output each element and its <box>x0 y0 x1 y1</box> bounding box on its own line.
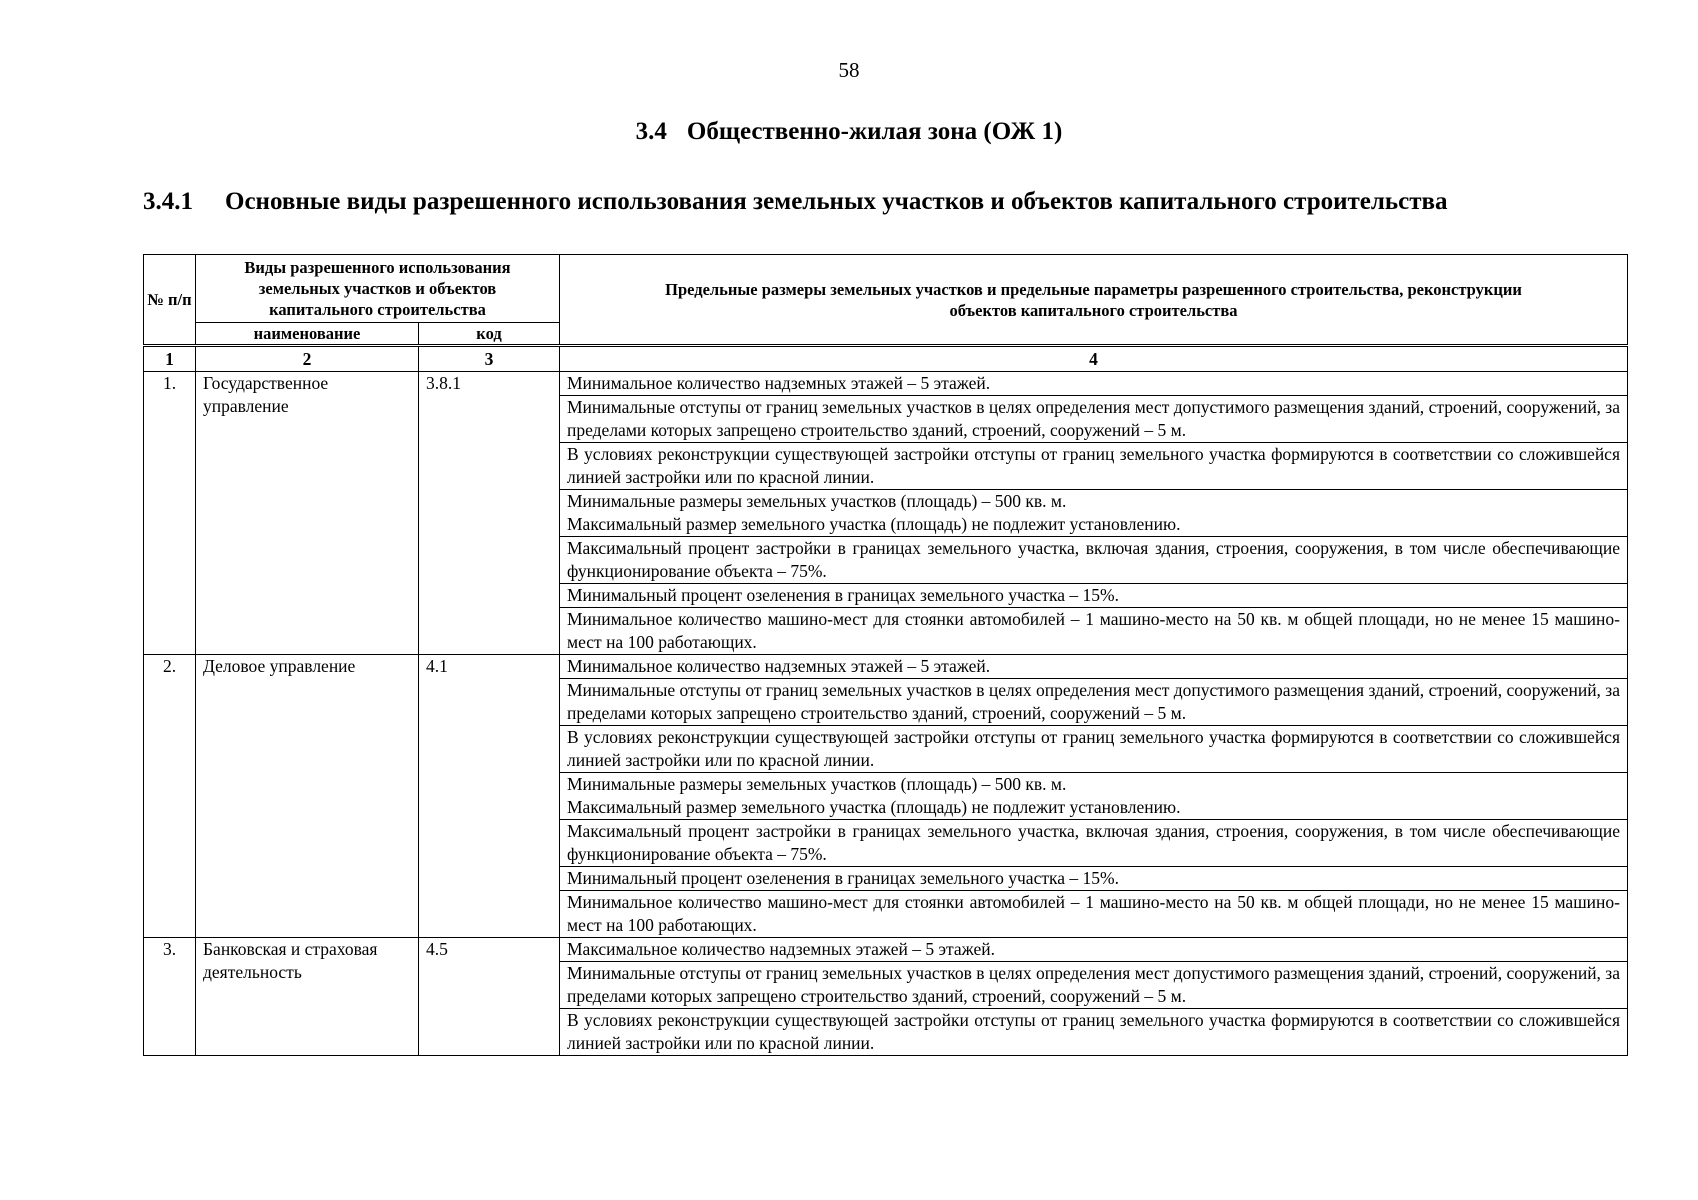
row-number: 1. <box>144 372 196 655</box>
parameter-text: В условиях реконструкции существующей застройки отступы от границ земельного участка формируются в соответствии со сложившейся линией застройки или по красной линии. <box>560 443 1628 490</box>
page-number: 58 <box>838 58 860 82</box>
parameter-text: Максимальное количество надземных этажей – 5 этажей. <box>560 938 1628 962</box>
use-type-name: Банковская и страховая деятельность <box>196 938 419 1056</box>
table-row <box>144 938 1628 962</box>
land-use-table <box>143 254 1628 1056</box>
use-type-code: 3.8.1 <box>419 372 560 655</box>
column-number: 4 <box>560 346 1628 372</box>
zone-heading-number: 3.4 <box>635 118 667 145</box>
parameter-text: Минимальное количество машино-мест для стоянки автомобилей – 1 машино-место на 50 кв. м общей площади, но не менее 15 машино-мест на 100 работающих. <box>560 608 1628 655</box>
column-number: 2 <box>196 346 419 372</box>
parameter-text: Минимальные отступы от границ земельных участков в целях определения мест допустимого размещения зданий, строений, сооружений, за пределами которых запрещено строительство зданий, строений, сооружений – 5 м. <box>560 962 1628 1009</box>
parameter-text: В условиях реконструкции существующей застройки отступы от границ земельного участка формируются в соответствии со сложившейся линией застройки или по красной линии. <box>560 1009 1628 1056</box>
header-params: Предельные размеры земельных участков и предельные параметры разрешенного строительства, реконструкции объектов капитального строительства <box>560 255 1628 346</box>
header-name: наименование <box>196 323 419 346</box>
parameter-text: Максимальный процент застройки в границах земельного участка, включая здания, строения, сооружения, в том числе обеспечивающие функционирование объекта – 75%. <box>560 537 1628 584</box>
parameter-text: Минимальные отступы от границ земельных участков в целях определения мест допустимого размещения зданий, строений, сооружений, за пределами которых запрещено строительство зданий, строений, сооружений – 5 м. <box>560 396 1628 443</box>
parameter-text: Минимальное количество надземных этажей – 5 этажей. <box>560 655 1628 679</box>
column-number: 1 <box>144 346 196 372</box>
section-heading-number: 3.4.1 <box>143 188 193 215</box>
section-heading-title: Основные виды разрешенного использования земельных участков и объектов капитального строительства <box>225 188 1448 215</box>
parameter-text: Минимальное количество машино-мест для стоянки автомобилей – 1 машино-место на 50 кв. м общей площади, но не менее 15 машино-мест на 100 работающих. <box>560 891 1628 938</box>
row-number: 2. <box>144 655 196 938</box>
zone-heading <box>0 118 1698 146</box>
parameter-text: Минимальный процент озеленения в границах земельного участка – 15%. <box>560 584 1628 608</box>
table-row <box>144 372 1628 396</box>
column-number: 3 <box>419 346 560 372</box>
parameter-text: Максимальный процент застройки в границах земельного участка, включая здания, строения, сооружения, в том числе обеспечивающие функционирование объекта – 75%. <box>560 820 1628 867</box>
use-type-code: 4.5 <box>419 938 560 1056</box>
header-use-types: Виды разрешенного использования земельных участков и объектов капитального строительства <box>196 255 560 323</box>
header-num: № п/п <box>144 255 196 346</box>
parameter-text: Минимальный процент озеленения в границах земельного участка – 15%. <box>560 867 1628 891</box>
parameter-text: В условиях реконструкции существующей застройки отступы от границ земельного участка формируются в соответствии со сложившейся линией застройки или по красной линии. <box>560 726 1628 773</box>
zone-heading-title: Общественно-жилая зона (ОЖ 1) <box>686 118 1063 145</box>
parameter-text: Минимальные отступы от границ земельных участков в целях определения мест допустимого размещения зданий, строений, сооружений, за пределами которых запрещено строительство зданий, строений, сооружений – 5 м. <box>560 679 1628 726</box>
section-heading <box>143 188 1448 216</box>
use-type-name: Деловое управление <box>196 655 419 938</box>
header-code: код <box>419 323 560 346</box>
table-row <box>144 655 1628 679</box>
parameter-text: Минимальное количество надземных этажей – 5 этажей. <box>560 372 1628 396</box>
row-number: 3. <box>144 938 196 1056</box>
use-type-name: Государственное управление <box>196 372 419 655</box>
parameter-text: Минимальные размеры земельных участков (площадь) – 500 кв. м. Максимальный размер земельного участка (площадь) не подлежит установлению. <box>560 490 1628 537</box>
column-numbering-row <box>144 346 1628 372</box>
parameter-text: Минимальные размеры земельных участков (площадь) – 500 кв. м. Максимальный размер земельного участка (площадь) не подлежит установлению. <box>560 773 1628 820</box>
use-type-code: 4.1 <box>419 655 560 938</box>
